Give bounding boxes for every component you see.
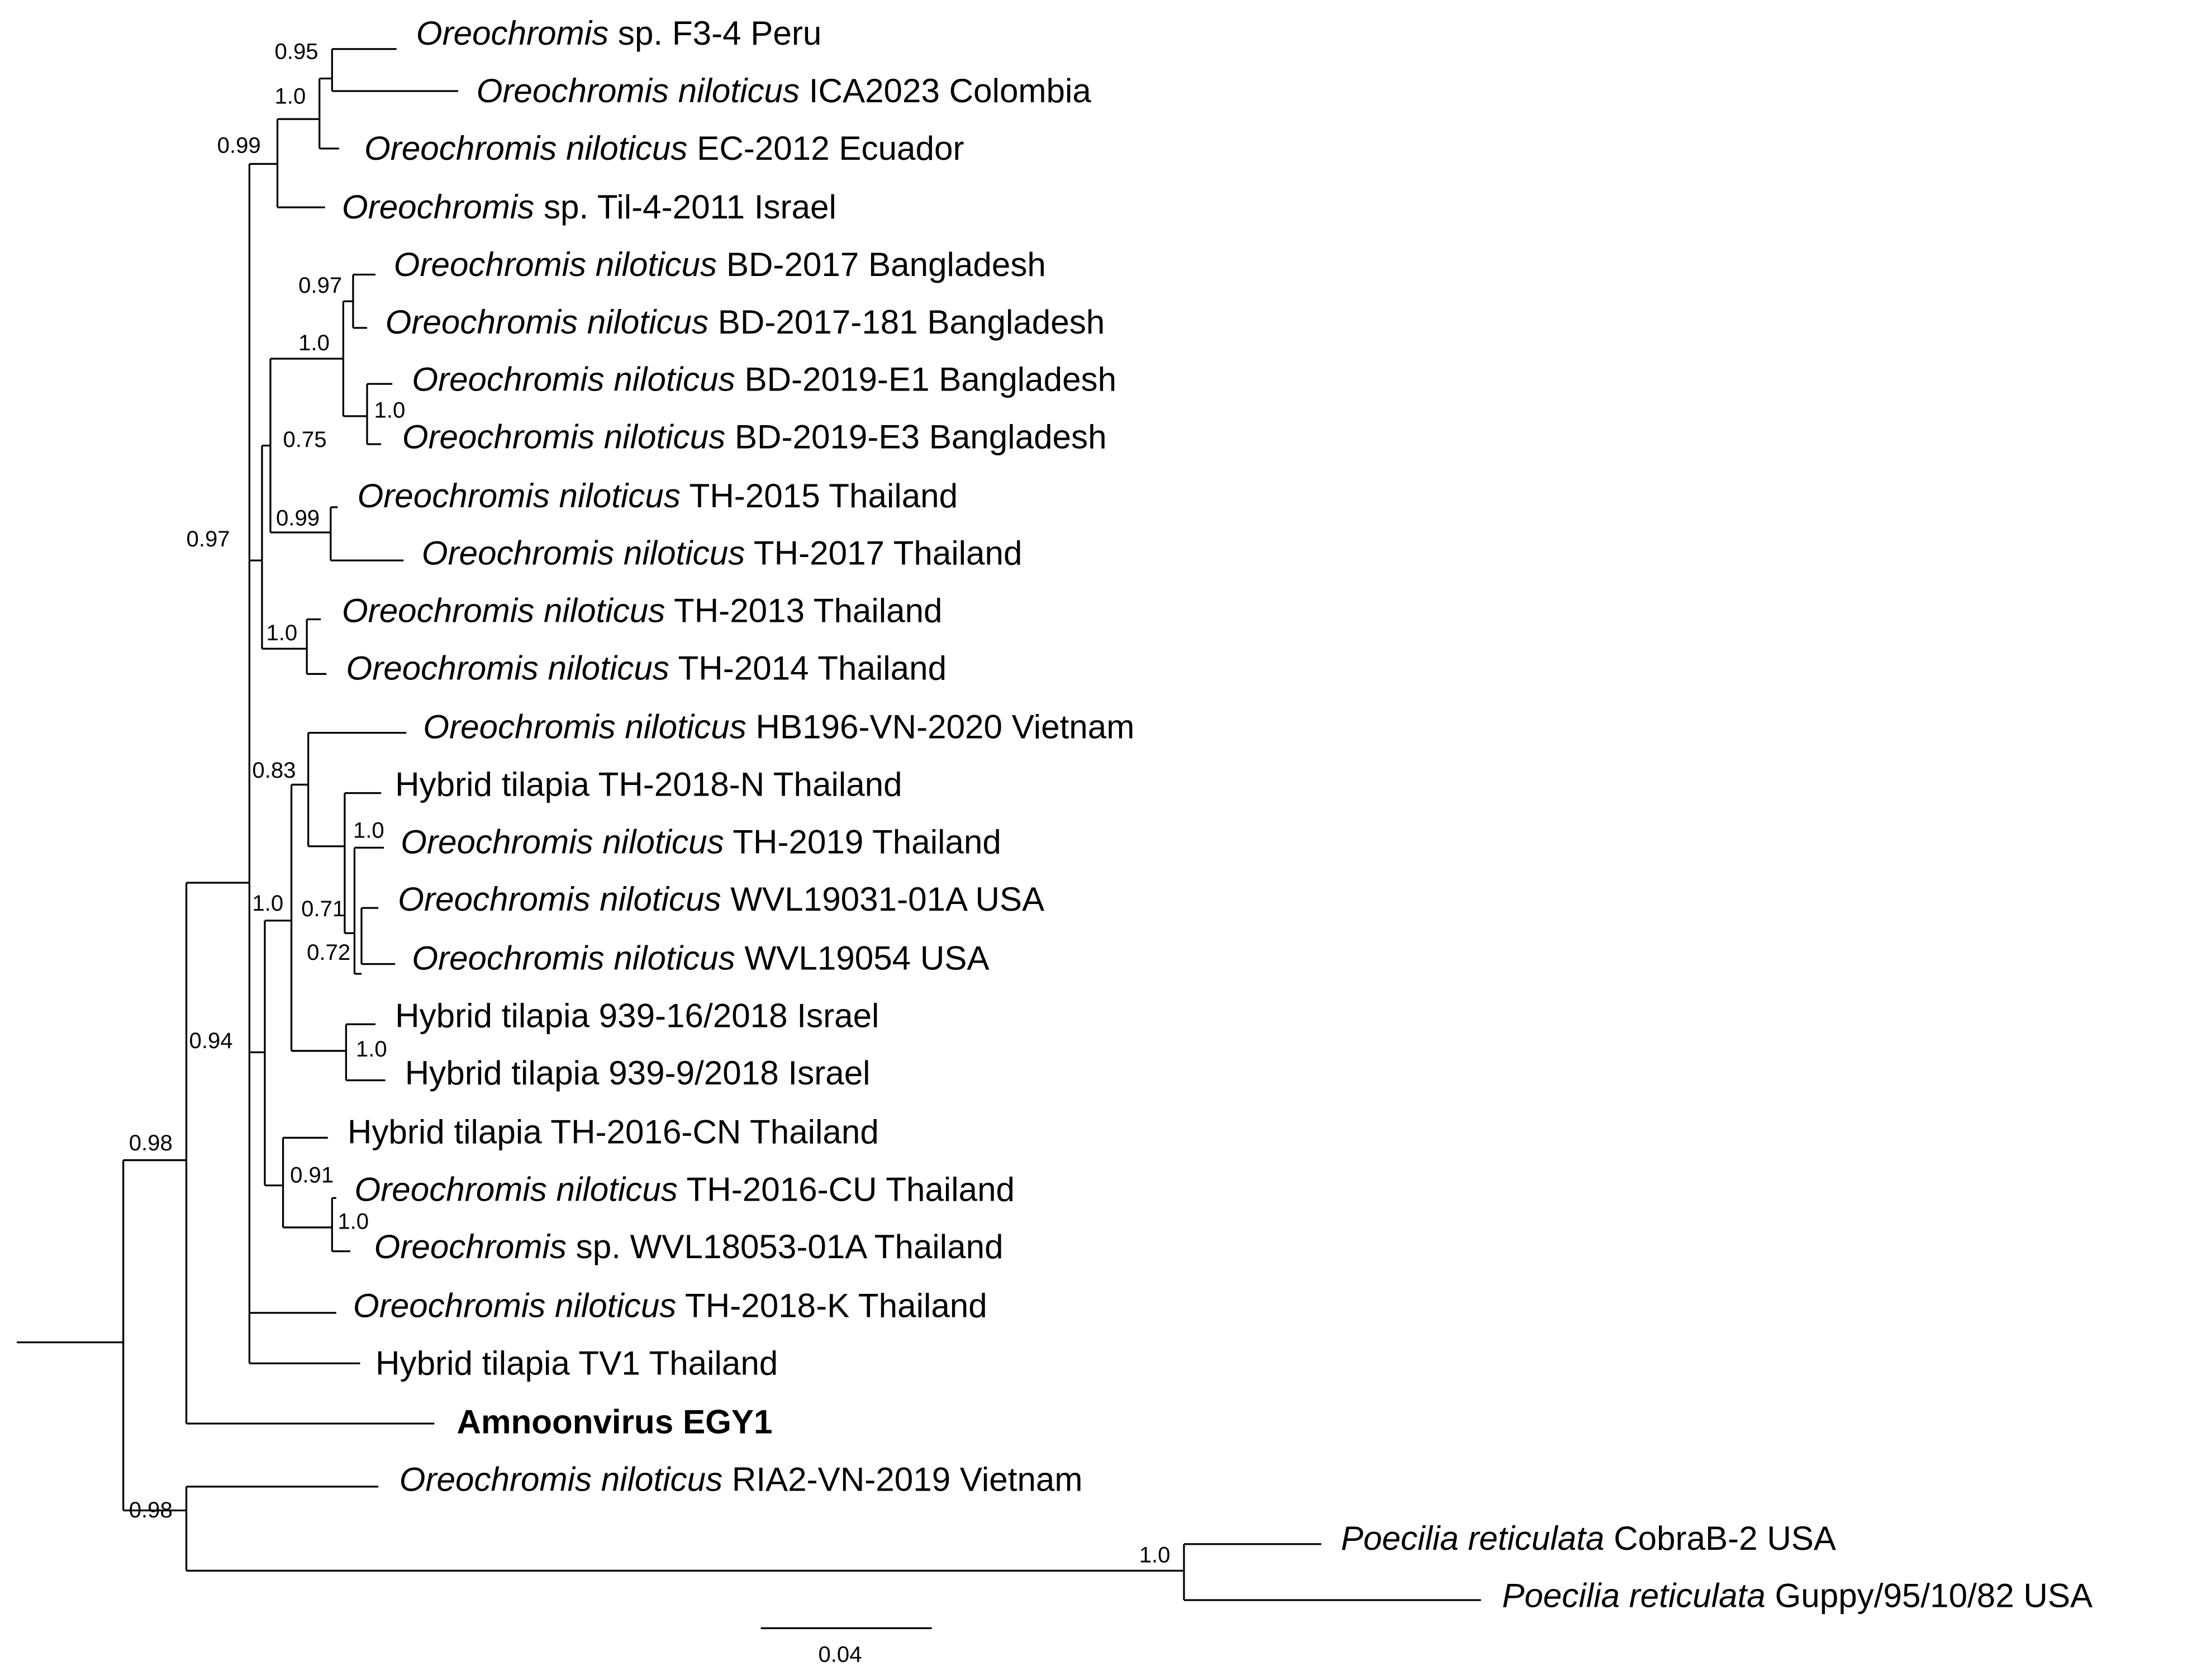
tip-label: Oreochromis niloticus TH-2018-K Thailand (353, 1287, 987, 1325)
support-value: 0.95 (274, 39, 318, 64)
support-value: 0.71 (301, 896, 345, 922)
support-value: 0.91 (290, 1162, 334, 1188)
scale-bar (761, 1628, 932, 1667)
support-value: 0.99 (217, 132, 261, 158)
support-value: 1.0 (298, 330, 330, 355)
tip-label: Hybrid tilapia TH-2018-N Thailand (395, 765, 902, 803)
support-value: 1.0 (374, 397, 406, 423)
tip-label: Oreochromis niloticus TH-2015 Thailand (357, 477, 958, 515)
support-value: 1.0 (1139, 1542, 1171, 1568)
tip-label: Oreochromis niloticus TH-2017 Thailand (421, 534, 1023, 572)
support-value: 1.0 (337, 1208, 369, 1234)
scale-bar-label: 0.04 (818, 1641, 862, 1667)
tip-label: Hybrid tilapia 939-16/2018 Israel (395, 997, 879, 1035)
tip-label: Oreochromis sp. WVL18053-01A Thailand (374, 1228, 1004, 1266)
tip-label: Oreochromis niloticus BD-2019-E3 Bangladesh (402, 418, 1107, 456)
tip-label: Oreochromis sp. F3-4 Peru (416, 15, 822, 53)
tip-label: Hybrid tilapia 939-9/2018 Israel (405, 1054, 871, 1092)
tip-label: Poecilia reticulata CobraB-2 USA (1340, 1519, 1837, 1557)
support-value: 1.0 (266, 620, 298, 646)
support-value: 0.97 (298, 273, 343, 298)
tip-label: Oreochromis niloticus RIA2-VN-2019 Vietnam (399, 1460, 1083, 1498)
support-value: 0.83 (252, 757, 296, 783)
tip-label: Hybrid tilapia TH-2016-CN Thailand (347, 1113, 879, 1151)
tip-label: Oreochromis niloticus TH-2013 Thailand (341, 592, 943, 630)
support-value: 1.0 (353, 817, 384, 843)
tip-label: Oreochromis sp. Til-4-2011 Israel (341, 188, 836, 226)
tip-label: Oreochromis niloticus HB196-VN-2020 Vietnam (423, 708, 1135, 746)
support-value: 1.0 (252, 891, 284, 916)
support-value: 0.97 (186, 526, 230, 552)
tip-label: Oreochromis niloticus WVL19031-01A USA (398, 881, 1045, 918)
support-value: 1.0 (274, 83, 306, 109)
tip-label: Oreochromis niloticus ICA2023 Colombia (476, 72, 1091, 110)
tip-label: Oreochromis niloticus BD-2017 Bangladesh (393, 246, 1046, 284)
tip-label: Poecilia reticulata Guppy/95/10/82 USA (1502, 1577, 2093, 1615)
tip-label: Oreochromis niloticus TH-2014 Thailand (346, 649, 947, 687)
support-value: 0.98 (129, 1130, 173, 1156)
tip-labels (342, 15, 2093, 1614)
support-value: 0.72 (307, 939, 351, 965)
tip-label: Oreochromis niloticus BD-2017-181 Bangladesh (385, 303, 1105, 341)
tip-label: Hybrid tilapia TV1 Thailand (375, 1344, 778, 1382)
support-value: 0.94 (189, 1027, 233, 1053)
tip-label: Oreochromis niloticus WVL19054 USA (412, 939, 990, 977)
support-value: 1.0 (355, 1036, 387, 1062)
support-value: 0.75 (283, 427, 327, 453)
tip-label: Oreochromis niloticus EC-2012 Ecuador (364, 129, 964, 167)
tip-label: Oreochromis niloticus TH-2019 Thailand (401, 823, 1001, 861)
tip-label: Oreochromis niloticus BD-2019-E1 Bangladesh (412, 360, 1117, 398)
tip-label-highlighted: Amnoonvirus EGY1 (456, 1403, 773, 1441)
support-value: 0.98 (129, 1497, 173, 1523)
tip-label: Oreochromis niloticus TH-2016-CU Thailand (354, 1170, 1015, 1208)
support-value: 0.99 (276, 505, 320, 531)
